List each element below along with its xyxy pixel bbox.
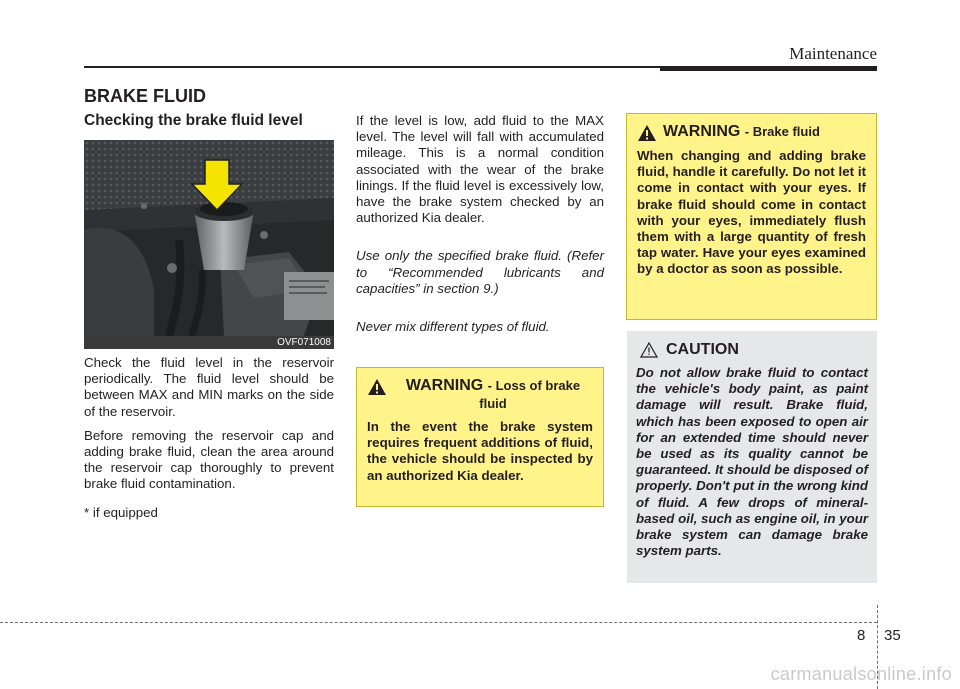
mix-fluid-note: Never mix different types of fluid. <box>356 319 550 335</box>
warning-body: When changing and adding brake fluid, handle it carefully. Do not let it come in contact with your eyes. If brake fluid should come in contact with your eyes, immediately flush them with a large quantity of fresh tap water. Have your eyes examined by a doctor as soon as possible. <box>637 148 866 277</box>
caution-triangle-icon <box>640 342 658 358</box>
footnote: * if equipped <box>84 504 158 520</box>
warning-subtitle: - Brake fluid <box>744 124 820 139</box>
cap-clean-paragraph: Before removing the reservoir cap and adding brake fluid, clean the area around the reservoir cap thoroughly to prevent brake fluid contamination. <box>84 427 334 492</box>
header-tab-bar <box>660 66 877 71</box>
warning-header <box>637 123 866 142</box>
page-number: 35 <box>884 627 901 644</box>
left-column <box>84 112 334 520</box>
watermark: carmanualsonline.info <box>770 664 952 684</box>
warning-loss-of-brake-fluid <box>356 367 604 507</box>
specified-fluid-note: Use only the specified brake fluid. (Refer to “Recommended lubricants and capacities” in section 9.) <box>356 248 604 296</box>
section-title: BRAKE FLUID <box>84 86 206 106</box>
caution-box <box>627 331 877 583</box>
subsection-title: Checking the brake fluid level <box>84 112 303 129</box>
warning-brake-fluid <box>626 113 877 320</box>
warning-triangle-icon <box>637 124 657 142</box>
warning-triangle-icon <box>367 378 387 396</box>
footer-rule <box>0 622 877 623</box>
warning-word: WARNING <box>663 123 741 140</box>
caution-body: Do not allow brake fluid to contact the vehicle's body paint, as paint damage will result. Brake fluid, which has been exposed to open air for an extended time should never be used as its quality cannot be guaranteed. It should be disposed of properly. Don't put in the wrong kind of fluid. A few drops of mineral-based oil, such as engine oil, in your brake system can damage brake system parts. <box>636 365 869 559</box>
warning-header <box>367 377 593 413</box>
warning-subtitle: - Loss of brake fluid <box>479 378 581 411</box>
low-level-paragraph: If the level is low, add fluid to the MAX level. The level will fall with accumulated mileage. This is a normal condition associated with the wear of the brake linings. If the fluid level is excessively low, have the brake system checked by an authorized Kia dealer. <box>356 113 604 226</box>
middle-column <box>356 113 604 343</box>
reservoir-check-paragraph: Check the fluid level in the reservoir periodically. The fluid level should be between MAX and MIN marks on the side of the reservoir. <box>84 355 334 419</box>
chapter-title: Maintenance <box>789 44 877 63</box>
image-code: OVF071008 <box>84 336 334 349</box>
caution-word: CAUTION <box>666 341 739 358</box>
warning-word: WARNING <box>405 377 484 394</box>
caution-header <box>640 341 868 359</box>
warning-body: In the event the brake system requires frequent additions of fluid, the vehicle should be inspected by an authorized Kia dealer. <box>367 419 593 483</box>
page-chapter-number: 8 <box>857 627 866 644</box>
engine-bay-photo <box>84 140 334 336</box>
engine-bay-illustration <box>84 140 334 336</box>
